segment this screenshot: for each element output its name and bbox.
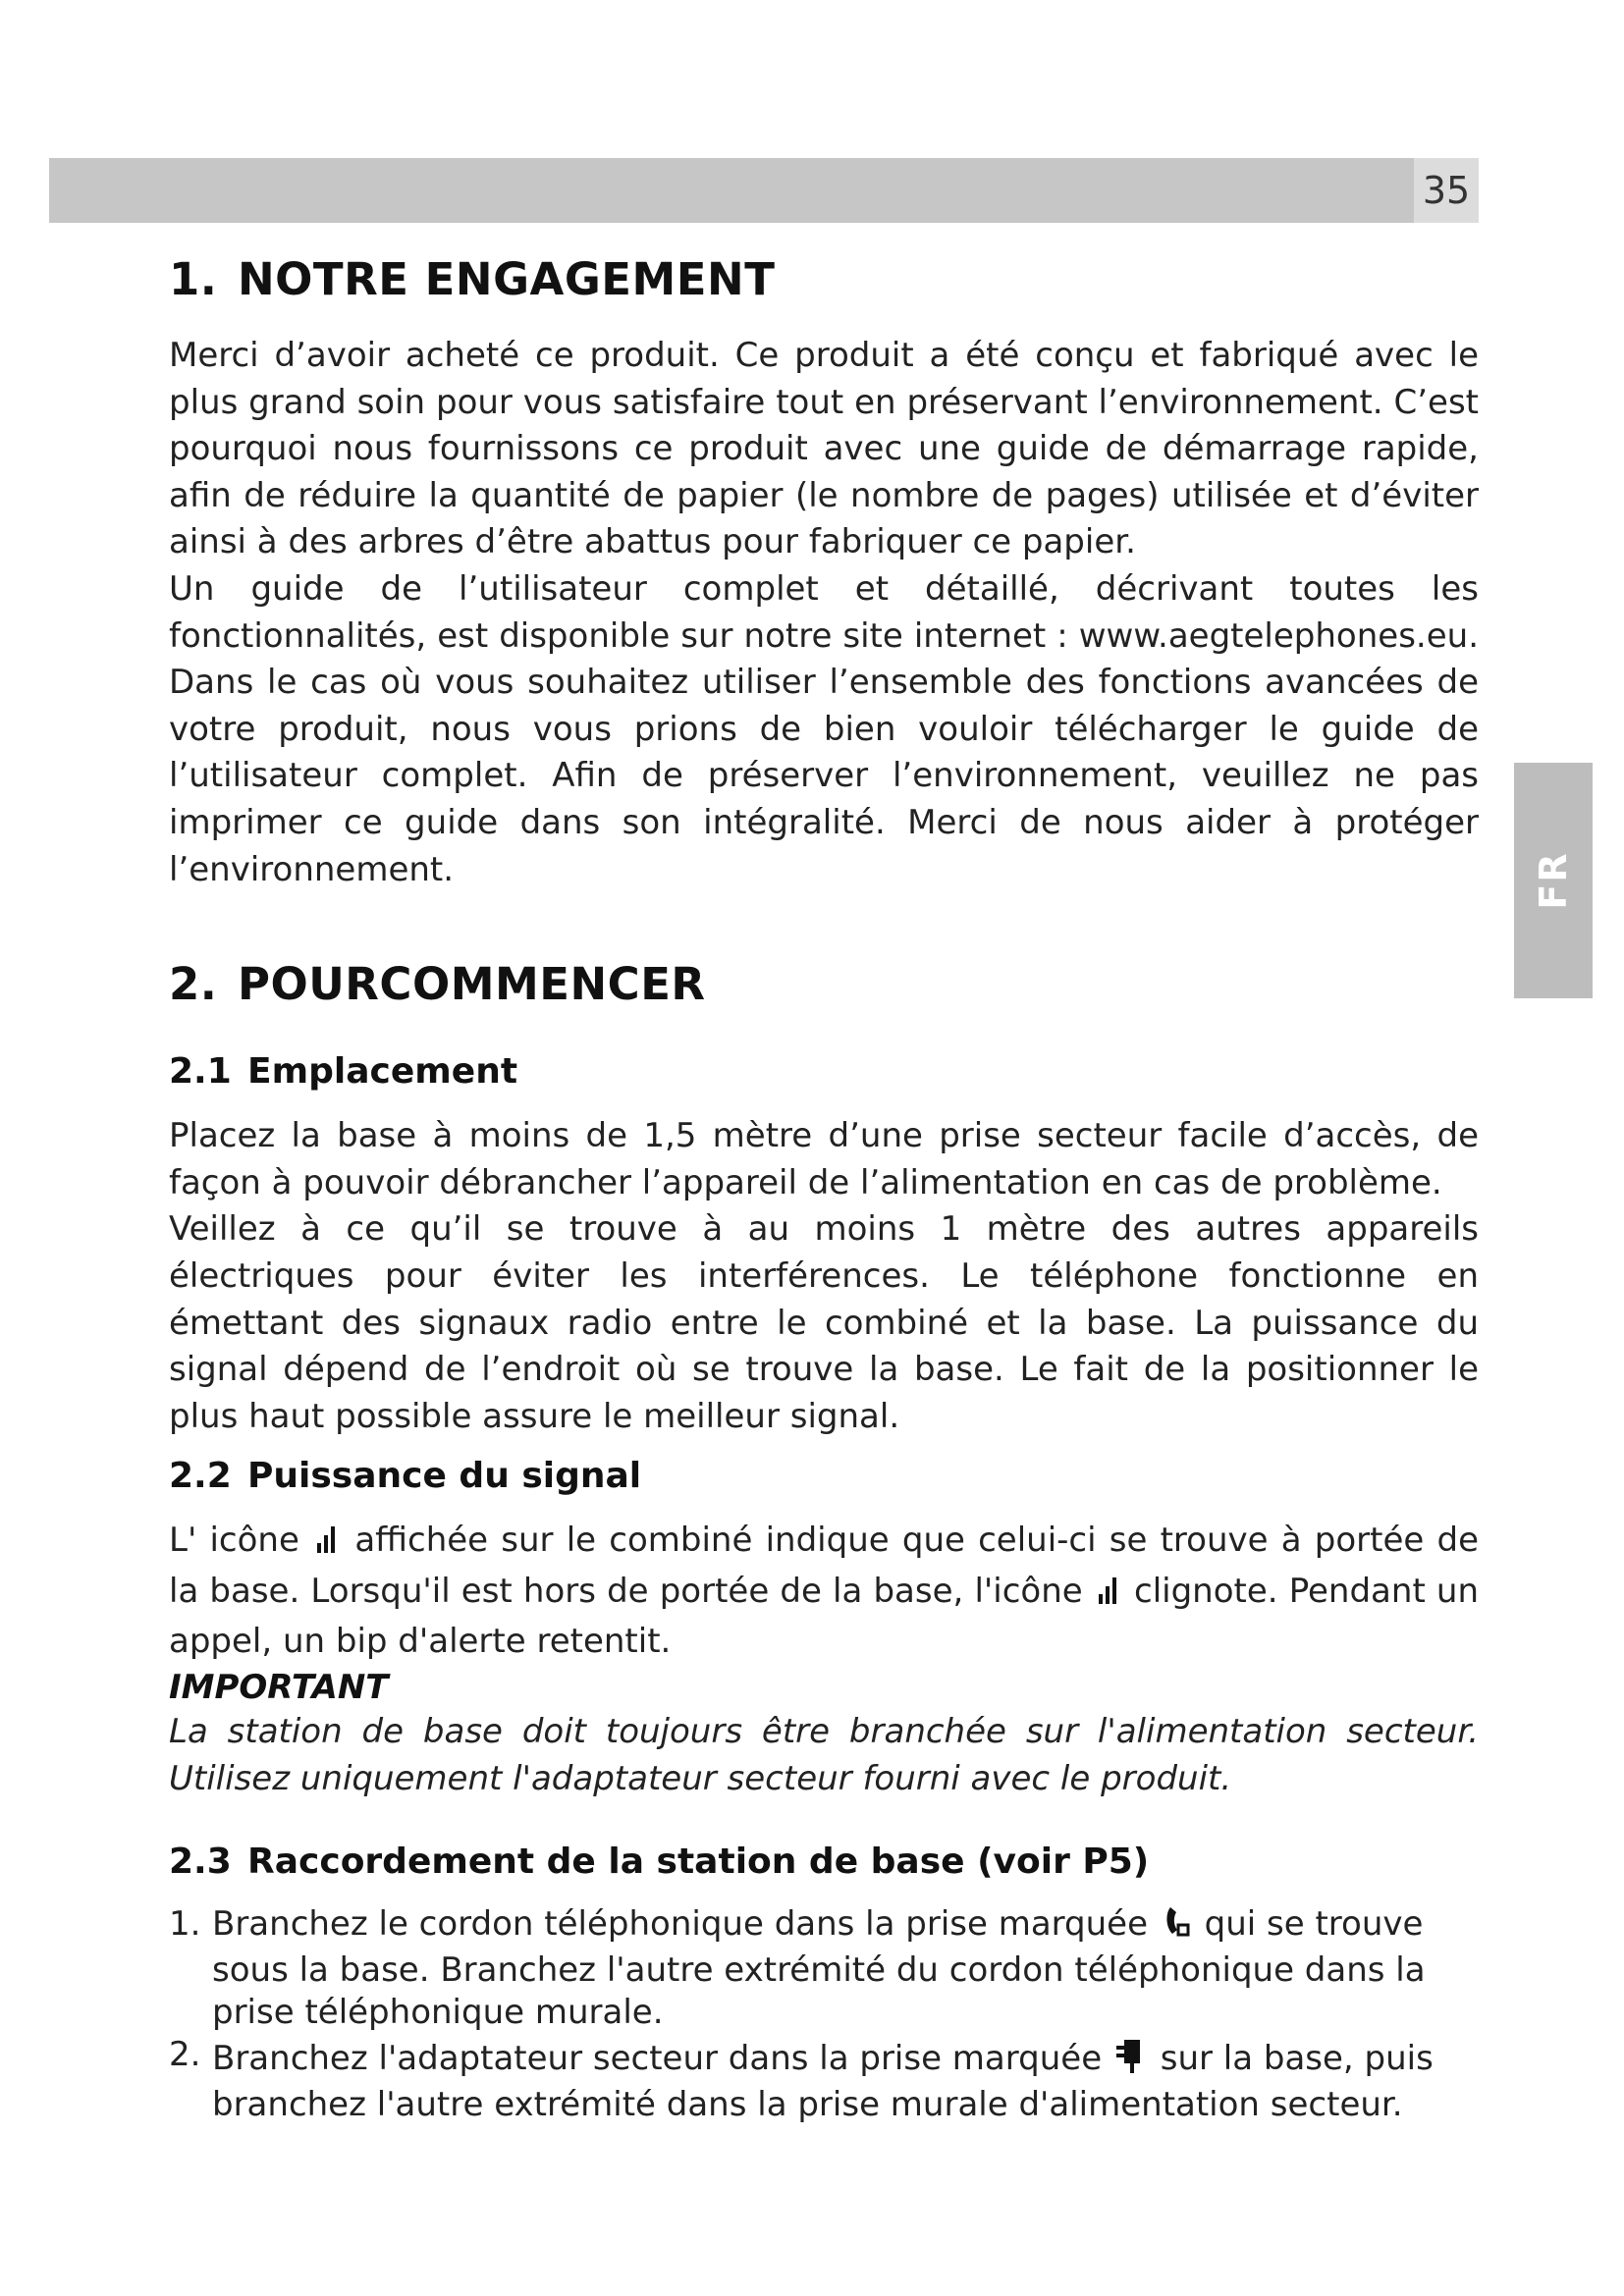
signal-strength-icon (316, 1522, 338, 1569)
paragraph: Merci d’avoir acheté ce produit. Ce produit a été conçu et fabriqué avec le plus grand soin pour vous satisfaire tout en préservant l’environnement. C’est pourquoi nous fournissons ce produit avec une guide de démarrage rapide, afin de réduire la quantité de papier (le nombre de pages) utilisée et d’éviter ainsi à des arbres d’être abattus pour fabriquer ce papier. (169, 336, 1479, 562)
important-text: La station de base doit toujours être branchée sur l'alimentation secteur. Utilisez uniquement l'adaptateur secteur fourni avec le produit. (169, 1712, 1479, 1798)
subsection-number: 2.1 (169, 1051, 232, 1093)
language-tab (1514, 763, 1593, 998)
step-text-b: sur la base, puis branchez l'autre extrémité dans la prise murale d'alimentation secteur. (212, 2039, 1434, 2125)
page-content (169, 245, 1479, 2126)
section-1-heading (169, 253, 1479, 305)
signal-strength-icon (1098, 1573, 1119, 1620)
signal-text-c: clignote. Pendant un appel, un bip d'alerte retentit. (169, 1571, 1480, 1662)
subsection-title: Emplacement (247, 1051, 518, 1093)
page-number: 35 (1414, 158, 1479, 223)
section-number: 2. (169, 958, 218, 1011)
signal-paragraph (169, 1518, 1479, 1666)
subsection-title: Puissance du signal (247, 1456, 642, 1497)
section-number: 1. (169, 253, 218, 305)
subsection-number: 2.3 (169, 1842, 232, 1883)
section-title: POURCOMMENCER (238, 958, 706, 1011)
step-number: 2. (169, 2035, 201, 2075)
paragraph: Un guide de l’utilisateur complet et détaillé, décrivant toutes les fonctionnalités, est disponible sur notre site internet : www.aegtelephones.eu. Dans le cas où vous souhaitez utiliser l’ensemble des fonctions avancées de votre produit, nous vous prions de bien vouloir télécharger le guide de l’utilisateur complet. Afin de préserver l’environnement, veuillez ne pas imprimer ce guide dans son intégralité. Merci de nous aider à protéger l’environnement. (169, 568, 1479, 889)
subsection-title: Raccordement de la station de base (voir P5) (247, 1842, 1150, 1883)
paragraph: Placez la base à moins de 1,5 mètre d’une prise secteur facile d’accès, de façon à pouvoir débrancher l’appareil de l’alimentation en cas de problème. (169, 1116, 1479, 1202)
section-title: NOTRE ENGAGEMENT (238, 253, 776, 305)
important-title: IMPORTANT (169, 1668, 389, 1708)
list-item (169, 1903, 1479, 2034)
step-number: 1. (169, 1904, 201, 1945)
signal-text-b: affichée sur le combiné indique que celui-ci se trouve à portée de la base. Lorsqu'il est hors de portée de la base, l'icône (169, 1521, 1479, 1611)
subsection-2-1-heading (169, 1051, 1479, 1092)
paragraph: Veillez à ce qu’il se trouve à au moins 1 mètre des autres appareils électriques pour éviter les interférences. Le téléphone fonctionne en émettant des signaux radio entre le combiné et la base. La puissance du signal dépend de l’endroit où se trouve la base. Le fait de la positionner le plus haut possible assure le meilleur signal. (169, 1209, 1479, 1436)
steps-list (169, 1903, 1479, 2126)
phone-socket-icon (1163, 1903, 1190, 1949)
subsection-number: 2.2 (169, 1456, 232, 1497)
power-adapter-icon (1116, 2034, 1146, 2084)
step-text-a: Branchez le cordon téléphonique dans la prise marquée (212, 1904, 1149, 1945)
step-text-b: qui se trouve sous la base. Branchez l'autre extrémité du cordon téléphonique dans la prise téléphonique murale. (212, 1904, 1426, 2033)
signal-text-a: L' icône (169, 1521, 299, 1561)
subsection-2-2-heading (169, 1456, 1479, 1496)
language-tab-label: FR (1532, 851, 1575, 910)
section-2-heading (169, 958, 1479, 1010)
header-bar (49, 158, 1414, 223)
step-text-a: Branchez l'adaptateur secteur dans la prise marquée (212, 2039, 1103, 2079)
list-item (169, 2034, 1479, 2126)
subsection-2-3-heading (169, 1842, 1479, 1882)
